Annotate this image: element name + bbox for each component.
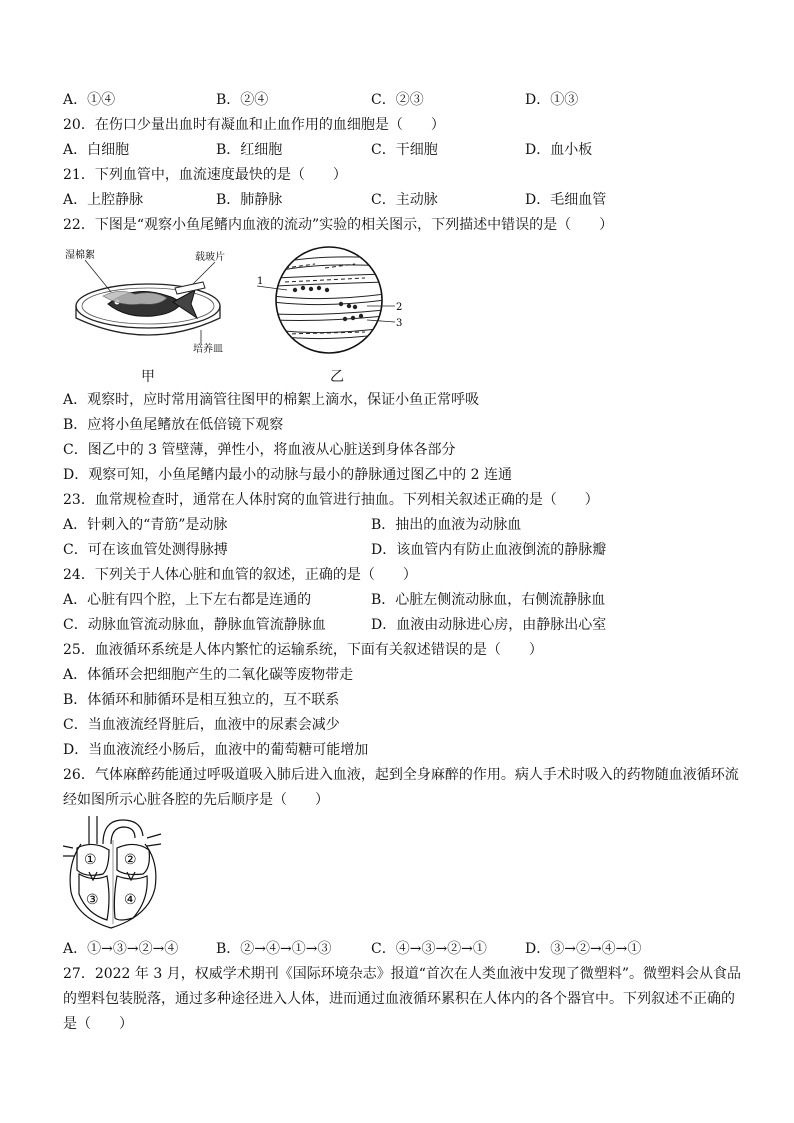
q25-option-a: A．体循环会把细胞产生的二氧化碳等废物带走 [63,667,354,683]
q19-option-d: D．①③ [525,92,579,108]
label-slide: 载玻片 [195,252,225,263]
q20-stem: 20．在伤口少量出血时有凝血和止血作用的血细胞是（ ） [63,117,445,133]
q26-stem-line1: 26．气体麻醉药能通过呼吸道吸入肺后进入血液，起到全身麻醉的作用。病人手术时吸入的药物随血液循环流 [63,767,739,783]
heart-figure [63,814,163,932]
q25-option-c: C．当血液流经肾脏后，血液中的尿素会减少 [63,717,340,733]
q24-stem: 24．下列关于人体心脏和血管的叙述，正确的是（ ） [63,567,417,583]
label-3: 3 [396,318,403,329]
q22-option-b: B．应将小鱼尾鳍放在低倍镜下观察 [63,417,284,433]
q23-stem: 23．血常规检查时，通常在人体肘窝的血管进行抽血。下列相关叙述正确的是（ ） [63,492,599,508]
label-cotton: 湿棉絮 [65,250,95,261]
q21-option-d: D．毛细血管 [525,192,607,208]
q23-option-a: A．针刺入的“青筋”是动脉 [63,517,228,533]
q24-option-c: C．动脉血管流动脉血，静脉血管流静脉血 [63,617,326,633]
q24-option-b: B．心脏左侧流动脉血，右侧流静脉血 [371,592,606,608]
q20-option-c: C．干细胞 [371,142,438,158]
q24-option-d: D．血液由动脉进心房，由静脉出心室 [371,617,607,633]
q26-option-c: C．④→③→②→① [371,941,487,957]
q23-option-b: B．抽出的血液为动脉血 [371,517,522,533]
caption-jia: 甲 [141,369,155,385]
heart-label-3: ③ [86,892,99,908]
q22-option-d: D．观察可知，小鱼尾鳍内最小的动脉与最小的静脉通过图乙中的 2 连通 [63,467,513,483]
q26-option-b: B．②→④→①→③ [216,941,332,957]
label-dish: 培养皿 [193,344,223,354]
heart-label-4: ④ [124,892,137,908]
q19-option-a: A．①④ [63,92,116,108]
q22-option-a: A．观察时，应时常用滴管往图甲的棉絮上滴水，保证小鱼正常呼吸 [63,392,480,408]
label-1: 1 [257,276,264,287]
heart-label-1: ① [84,852,97,868]
q24-option-a: A．心脏有四个腔，上下左右都是连通的 [63,592,312,608]
q25-stem: 25．血液循环系统是人体内繁忙的运输系统，下面有关叙述错误的是（ ） [63,642,543,658]
q19-option-c: C．②③ [371,92,424,108]
q26-option-d: D．③→②→④→① [525,941,642,957]
q25-option-d: D．当血液流经小肠后，血液中的葡萄糖可能增加 [63,742,369,758]
q20-option-a: A．白细胞 [63,142,130,158]
q21-option-a: A．上腔静脉 [63,192,144,208]
q26-option-a: A．①→③→②→④ [63,941,179,957]
q23-option-d: D．该血管内有防止血液倒流的静脉瓣 [371,542,607,558]
q27-line1: 27．2022 年 3 月，权威学术期刊《国际环境杂志》报道“首次在人类血液中发现了微塑料”。微塑料会从食品 [63,966,742,982]
q25-option-b: B．体循环和肺循环是相互独立的，互不联系 [63,692,340,708]
q21-stem: 21．下列血管中，血流速度最快的是（ ） [63,167,347,183]
q23-option-c: C．可在该血管处测得脉搏 [63,542,228,558]
q20-option-d: D．血小板 [525,142,593,158]
q21-option-b: B．肺静脉 [216,192,283,208]
q27-line3: 是（ ） [63,1016,133,1032]
q22-stem: 22．下图是“观察小鱼尾鳍内血液的流动”实验的相关图示，下列描述中错误的是（ ） [63,217,614,233]
q26-stem-line2: 经如图所示心脏各腔的先后顺序是（ ） [63,792,329,808]
q21-option-c: C．主动脉 [371,192,438,208]
heart-label-2: ② [124,852,137,868]
q20-option-b: B．红细胞 [216,142,283,158]
fish-dish-figure [63,244,243,354]
caption-yi: 乙 [330,369,344,385]
q22-option-c: C．图乙中的 3 管壁薄，弹性小，将血液从心脏送到身体各部分 [63,442,456,458]
blood-flow-figure [255,244,415,356]
q27-line2: 的塑料包装脱落，通过多种途径进入人体，进而通过血液循环累积在人体内的各个器官中。下列叙述不正确的 [63,991,735,1007]
label-2: 2 [396,302,403,313]
q19-option-b: B．②④ [216,92,269,108]
